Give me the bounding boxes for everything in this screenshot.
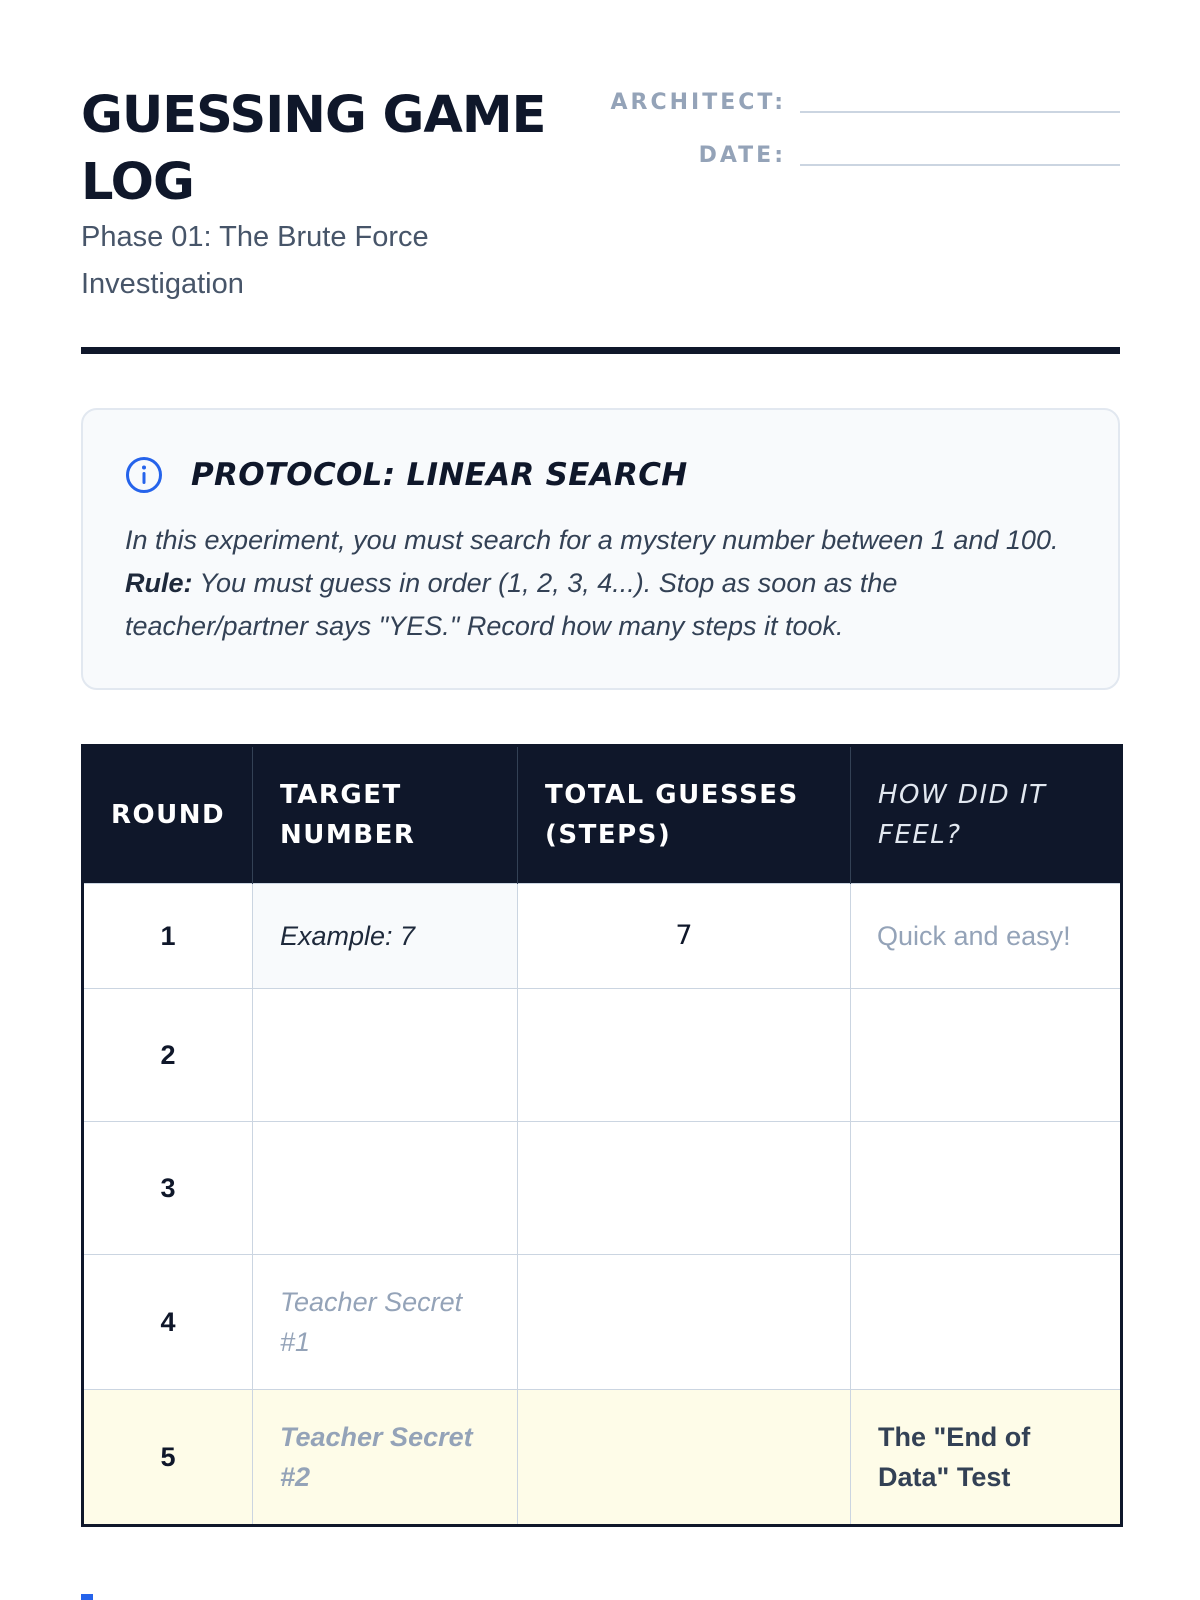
protocol-instructions xyxy=(125,519,1075,648)
total-guesses-cell[interactable]: 7 xyxy=(518,884,851,989)
feel-cell[interactable] xyxy=(851,989,1122,1122)
round-number: 1 xyxy=(83,884,253,989)
target-number-cell[interactable]: Teacher Secret #2 xyxy=(253,1390,518,1526)
rule-label: Rule: xyxy=(125,568,193,598)
worksheet-page xyxy=(81,0,1120,1492)
target-number-cell[interactable] xyxy=(253,1122,518,1255)
date-row xyxy=(610,135,1120,175)
target-number-cell[interactable]: Teacher Secret #1 xyxy=(253,1255,518,1390)
total-guesses-cell[interactable] xyxy=(518,989,851,1122)
architect-label: ARCHITECT: xyxy=(610,89,786,115)
table-row xyxy=(83,1122,1122,1255)
protocol-heading xyxy=(125,456,688,494)
protocol-intro: In this experiment, you must search for a mystery number between 1 and 100. xyxy=(125,525,1059,555)
total-guesses-cell[interactable] xyxy=(518,1122,851,1255)
table-row xyxy=(83,1390,1122,1526)
feel-cell[interactable] xyxy=(851,1255,1122,1390)
round-number: 4 xyxy=(83,1255,253,1390)
info-icon xyxy=(125,456,163,494)
header-how-did-it-feel: HOW DID IT FEEL? xyxy=(851,746,1122,884)
total-guesses-cell[interactable] xyxy=(518,1390,851,1526)
feel-cell[interactable]: Quick and easy! xyxy=(851,884,1122,989)
date-field[interactable] xyxy=(800,164,1120,166)
table-header-row xyxy=(83,746,1122,884)
page-subtitle: Phase 01: The Brute Force Investigation xyxy=(81,221,429,300)
protocol-title: PROTOCOL: LINEAR SEARCH xyxy=(191,457,688,493)
protocol-box xyxy=(81,408,1120,690)
guess-log-table xyxy=(81,744,1123,1527)
protocol-rule: You must guess in order (1, 2, 3, 4...). Stop as soon as the teacher/partner says "YES." Record how many steps it took. xyxy=(125,568,898,641)
feel-cell[interactable] xyxy=(851,1122,1122,1255)
header-round: ROUND xyxy=(83,746,253,884)
page-title: GUESSING GAME LOG xyxy=(81,86,546,212)
round-number: 5 xyxy=(83,1390,253,1526)
next-section-marker xyxy=(81,1594,93,1600)
table-row xyxy=(83,1255,1122,1390)
architect-field[interactable] xyxy=(800,111,1120,113)
total-guesses-cell[interactable] xyxy=(518,1255,851,1390)
table-row xyxy=(83,884,1122,989)
header-total-guesses: TOTAL GUESSES (STEPS) xyxy=(518,746,851,884)
round-number: 2 xyxy=(83,989,253,1122)
header xyxy=(81,0,1120,356)
date-label: DATE: xyxy=(698,142,786,168)
meta-fields xyxy=(610,82,1120,188)
round-number: 3 xyxy=(83,1122,253,1255)
header-divider xyxy=(81,347,1120,354)
header-target-number: TARGET NUMBER xyxy=(253,746,518,884)
target-number-cell[interactable]: Example: 7 xyxy=(253,884,518,989)
table-row xyxy=(83,989,1122,1122)
architect-row xyxy=(610,82,1120,122)
target-number-cell[interactable] xyxy=(253,989,518,1122)
feel-cell[interactable]: The "End of Data" Test xyxy=(851,1390,1122,1526)
